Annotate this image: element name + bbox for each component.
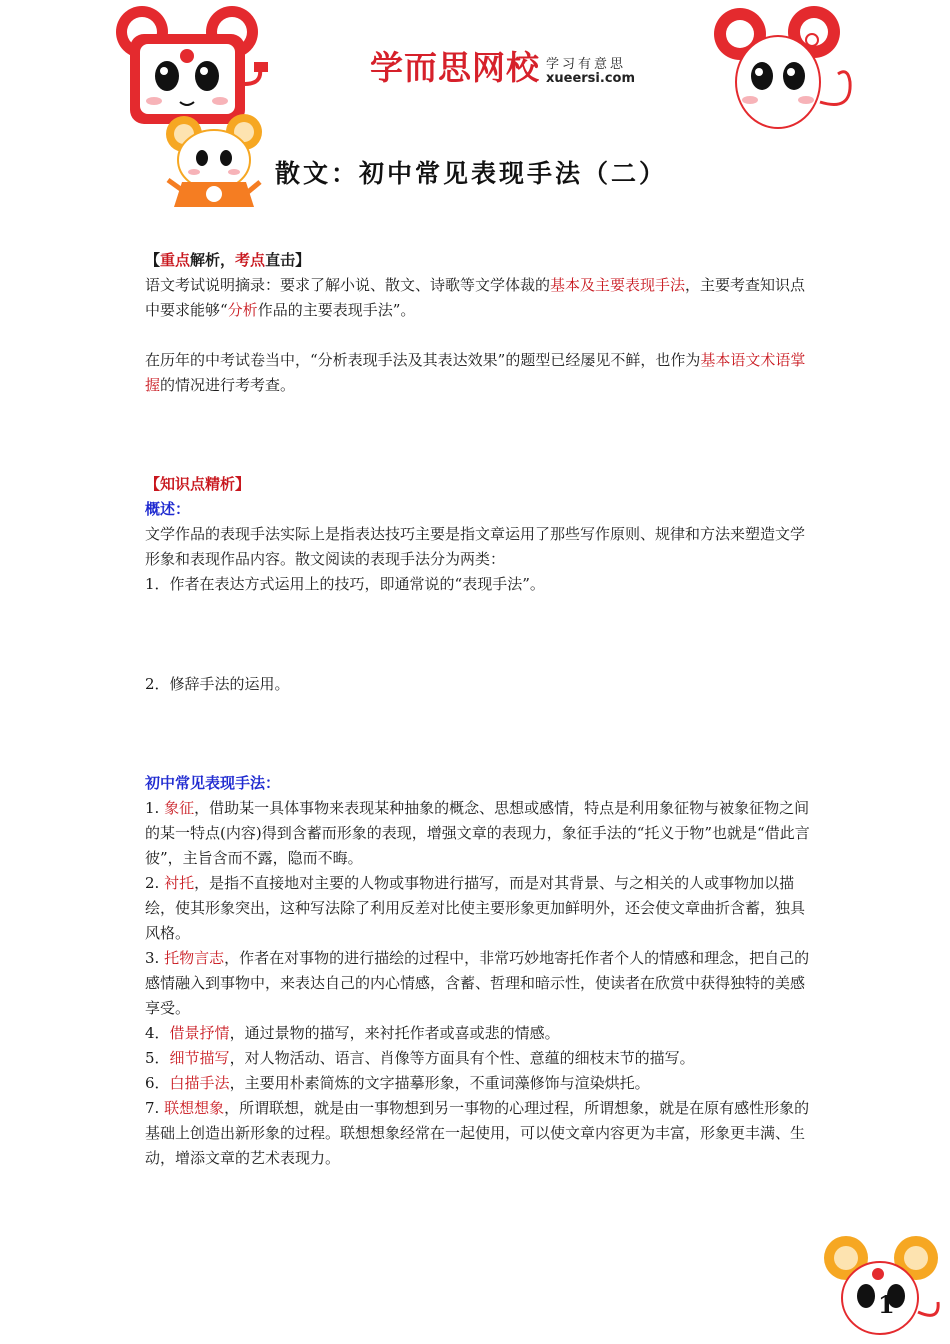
section-heading-techniques: 初中常见表现手法： [145, 774, 281, 792]
item-description: ，是指不直接地对主要的人物或事物进行描写，而是对其背景、与之相关的人或事物加以描绘，使其形象突出，这种写法除了利用反差对比使主要形象更加鲜明外，还会使文章曲折含蓄，独具风格。 [145, 874, 806, 942]
list-item [145, 1071, 810, 1096]
heading-red-1: 重点 [160, 251, 191, 269]
list-item [145, 796, 810, 871]
list-item-text [145, 1021, 560, 1046]
point-1: 1．作者在表达方式运用上的技巧，即通常说的“表现手法”。 [145, 575, 545, 593]
text: ，主要考查知识点中要求能够“ [145, 276, 806, 319]
section-knowledge [145, 472, 810, 697]
item-number: 3. [145, 949, 165, 967]
item-term: 联想想象 [164, 1099, 225, 1117]
item-description: ，对人物活动、语言、肖像等方面具有个性、意蕴的细枝末节的描写。 [229, 1049, 695, 1067]
item-description: ，主要用朴素简炼的文字描摹形象，不重词藻修饰与渲染烘托。 [229, 1074, 650, 1092]
list-item [145, 946, 810, 1021]
text: 的情况进行考考查。 [160, 376, 296, 394]
overview-text: 文学作品的表现手法实际上是指表达技巧主要是指文章运用了那些写作原则、规律和方法来塑造文学形象和表现作品内容。散文阅读的表现手法分为两类： [145, 525, 806, 568]
item-description: ，所谓联想，就是由一事物想到另一事物的心理过程，所谓想象，就是在原有感性形象的基础上创造出新形象的过程。联想想象经常在一起使用，可以使文章内容更为丰富，形象更丰满、生动，增添文章的艺术表现力。 [145, 1099, 810, 1167]
list-item [145, 871, 810, 946]
item-number: 2. [145, 874, 165, 892]
item-term: 借景抒情 [169, 1024, 230, 1042]
section-heading-key-points [145, 248, 810, 273]
item-number: 7. [145, 1099, 165, 1117]
text: 作品的主要表现手法”。 [257, 301, 416, 319]
mascot-tv-mouse-icon [112, 4, 277, 129]
paragraph-syllabus [145, 273, 810, 323]
list-item-text [145, 796, 810, 871]
section-heading-knowledge: 【知识点精析】 [145, 475, 251, 493]
list-item [145, 1096, 810, 1171]
list-item [145, 1046, 810, 1071]
item-description: ，借助某一具体事物来表现某种抽象的概念、思想或感情，特点是利用象征物与被象征物之间的某一特点(内容)得到含蓄而形象的表现，增强文章的表现力，象征手法的“托义于物”也就是“借此言彼”，主旨含而不露，隐而不晦。 [145, 799, 810, 867]
section-key-points [145, 248, 810, 398]
highlight-text: 分析 [227, 301, 258, 319]
item-number: 4． [145, 1024, 170, 1042]
item-term: 细节描写 [169, 1049, 230, 1067]
item-number: 6． [145, 1074, 170, 1092]
text: 语文考试说明摘录：要求了解小说、散文、诗歌等文学体裁的 [145, 276, 551, 294]
page-title: 散文：初中常见表现手法（二） [275, 159, 668, 188]
list-item-text [145, 1071, 650, 1096]
item-description: ，作者在对事物的进行描绘的过程中，非常巧妙地寄托作者个人的情感和理念，把自己的感情融入到事物中，来表达自己的内心情感，含蓄、哲理和暗示性，使读者在欣赏中获得独特的美感享受。 [145, 949, 810, 1017]
list-item [145, 1021, 810, 1046]
bracket-close: 】 [295, 251, 311, 269]
item-term: 象征 [164, 799, 195, 817]
text: 在历年的中考试卷当中，“分析表现手法及其表达效果”的题型已经屡见不鲜，也作为 [145, 351, 701, 369]
logo-url: xueersi.com [546, 71, 636, 86]
item-number: 1. [145, 799, 165, 817]
highlight-text: 基本语文术语掌握 [145, 351, 806, 394]
point-2: 2．修辞手法的运用。 [145, 675, 290, 693]
logo-slogan: 学习有意思 [546, 57, 627, 72]
bracket-open: 【 [145, 251, 161, 269]
list-item-text [145, 1046, 695, 1071]
logo-side [546, 58, 635, 86]
item-term: 托物言志 [164, 949, 225, 967]
item-number: 5． [145, 1049, 170, 1067]
heading-black-1: 解析， [190, 251, 236, 269]
item-description: ，通过景物的描写，来衬托作者或喜或悲的情感。 [229, 1024, 560, 1042]
item-term: 衬托 [164, 874, 195, 892]
mascot-footer-mouse-icon [820, 1232, 948, 1340]
heading-black-2: 直击 [265, 251, 296, 269]
paragraph-exam-history [145, 348, 810, 398]
list-item-text [145, 1096, 810, 1171]
list-item-text [145, 871, 810, 946]
item-term: 白描手法 [169, 1074, 230, 1092]
section-techniques [145, 771, 810, 1171]
page-number: 1 [878, 1290, 895, 1319]
heading-red-2: 考点 [235, 251, 266, 269]
brand-logo [370, 50, 635, 86]
overview-label: 概述： [145, 500, 191, 518]
mascot-white-mouse-icon [712, 2, 862, 132]
logo-main-text: 学而思网校 [370, 48, 540, 87]
highlight-text: 基本及主要表现手法 [550, 276, 686, 294]
mascot-orange-mouse-icon [162, 112, 272, 212]
list-item-text [145, 946, 810, 1021]
